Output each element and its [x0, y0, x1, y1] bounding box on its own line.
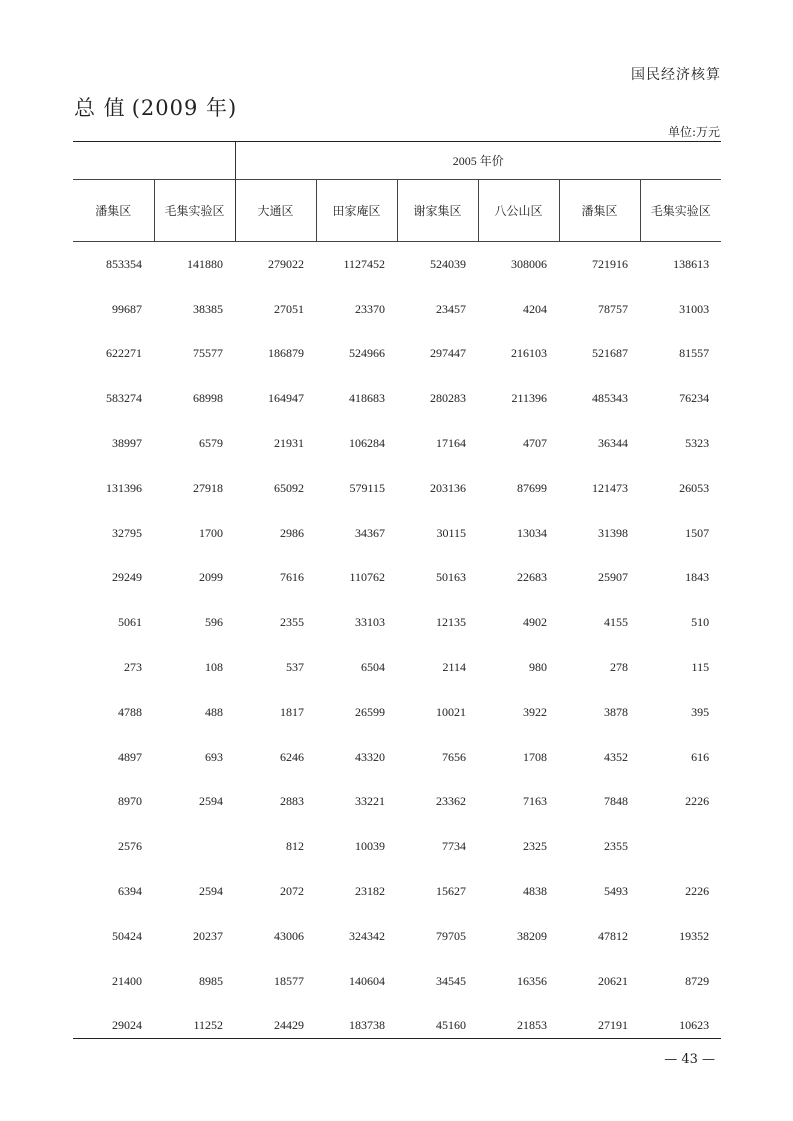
table-cell: 25907: [598, 570, 628, 585]
table-cell: 33221: [355, 794, 385, 809]
table-cell: 7656: [442, 749, 466, 764]
table-cell: 23362: [436, 794, 466, 809]
table-cell: 32795: [112, 525, 142, 540]
table-cell: 4838: [523, 884, 547, 899]
table-cell: 488: [205, 704, 223, 719]
table-cell: 524966: [349, 346, 385, 361]
column-header: 田家庵区: [316, 180, 397, 242]
table-cell: 2986: [280, 525, 304, 540]
table-cell: 15627: [436, 884, 466, 899]
table-cell: 23370: [355, 301, 385, 316]
table-cell: 8985: [199, 973, 223, 988]
table-row: [73, 287, 721, 332]
table-row: [73, 645, 721, 690]
column-header: 毛集实验区: [640, 180, 721, 242]
table-cell: 24429: [274, 1018, 304, 1033]
column-header: 毛集实验区: [154, 180, 235, 242]
table-cell: 2072: [280, 884, 304, 899]
table-cell: 99687: [112, 301, 142, 316]
table-row: [73, 421, 721, 466]
table-cell: 10021: [436, 704, 466, 719]
table-cell: 138613: [673, 256, 710, 271]
table-row: [73, 556, 721, 601]
table-cell: 297447: [430, 346, 466, 361]
table-row: [73, 1004, 721, 1049]
table-cell: 21931: [274, 436, 304, 451]
table-row: [73, 824, 721, 869]
table-cell: 812: [286, 839, 304, 854]
table-body: [73, 242, 721, 1049]
table-cell: 395: [691, 704, 710, 719]
table-cell: 2355: [280, 615, 304, 630]
table-cell: 38209: [517, 928, 547, 943]
column-header: 潘集区: [73, 180, 154, 242]
table-cell: 121473: [592, 480, 628, 495]
table-cell: 31003: [679, 301, 710, 316]
table-cell: 7734: [442, 839, 466, 854]
table-cell: 29024: [112, 1018, 142, 1033]
table-cell: 21853: [517, 1018, 547, 1033]
table-cell: 2226: [685, 794, 710, 809]
table-cell: [154, 824, 235, 869]
table-cell: 524039: [430, 256, 466, 271]
table-cell: 418683: [349, 391, 385, 406]
table-cell: 110762: [349, 570, 385, 585]
table-cell: 34367: [355, 525, 385, 540]
table-cell: 68998: [193, 391, 223, 406]
group-header-empty: [73, 142, 235, 180]
table-row: [73, 959, 721, 1004]
table-cell: 19352: [679, 928, 710, 943]
data-table: [73, 141, 721, 1048]
table-row: [73, 600, 721, 645]
table-cell: 279022: [268, 256, 304, 271]
table-row: [73, 466, 721, 511]
table-cell: 30115: [436, 525, 466, 540]
table-cell: 278: [610, 660, 628, 675]
table-cell: 5493: [604, 884, 628, 899]
table-row: [73, 869, 721, 914]
table-cell: 596: [205, 615, 223, 630]
table-cell: 50163: [436, 570, 466, 585]
table-cell: 1817: [280, 704, 304, 719]
table-row: [73, 332, 721, 377]
table-cell: 1708: [523, 749, 547, 764]
table-cell: 4204: [523, 301, 547, 316]
table-cell: [640, 824, 721, 869]
table-cell: 183738: [349, 1018, 385, 1033]
table-cell: 616: [691, 749, 710, 764]
table-cell: 12135: [436, 615, 466, 630]
table-cell: 131396: [106, 480, 142, 495]
table-cell: 4902: [523, 615, 547, 630]
table-bottom-rule: [73, 1038, 721, 1039]
title-text: 总 值: [74, 96, 126, 120]
table-cell: 510: [691, 615, 710, 630]
table-cell: 22683: [517, 570, 547, 585]
page-title: [74, 92, 237, 122]
table-cell: 87699: [517, 480, 547, 495]
title-year: (2009 年): [131, 96, 238, 120]
group-header-2005-price: 2005 年价: [235, 142, 721, 180]
table-cell: 8970: [118, 794, 142, 809]
table-cell: 23457: [436, 301, 466, 316]
column-header: 大通区: [235, 180, 316, 242]
table-row: [73, 914, 721, 959]
table-cell: 50424: [112, 928, 142, 943]
table-cell: 3878: [604, 704, 628, 719]
table-cell: 1127452: [343, 256, 385, 271]
table-cell: 5061: [118, 615, 142, 630]
table-cell: 45160: [436, 1018, 466, 1033]
table-row: [73, 376, 721, 421]
table-cell: 27918: [193, 480, 223, 495]
table-cell: 26053: [679, 480, 710, 495]
table-cell: 721916: [592, 256, 628, 271]
table-cell: 537: [286, 660, 304, 675]
table-cell: 38997: [112, 436, 142, 451]
table-cell: 4788: [118, 704, 142, 719]
table-cell: 106284: [349, 436, 385, 451]
table-cell: 186879: [268, 346, 304, 361]
table-cell: 4707: [523, 436, 547, 451]
table-cell: 7848: [604, 794, 628, 809]
table-row: [73, 242, 721, 287]
table-cell: 43006: [274, 928, 304, 943]
table-cell: 31398: [598, 525, 628, 540]
table-cell: 29249: [112, 570, 142, 585]
table-cell: 2325: [523, 839, 547, 854]
table-cell: 11252: [193, 1018, 223, 1033]
table-cell: 13034: [517, 525, 547, 540]
table-cell: 75577: [193, 346, 223, 361]
table-cell: 33103: [355, 615, 385, 630]
table-cell: 1507: [685, 525, 710, 540]
table-cell: 203136: [430, 480, 466, 495]
table-cell: 108: [205, 660, 223, 675]
table-cell: 140604: [349, 973, 385, 988]
page-number: — 43 —: [664, 1052, 715, 1067]
table-cell: 8729: [685, 973, 710, 988]
table-cell: 76234: [679, 391, 710, 406]
table-cell: 853354: [106, 256, 142, 271]
table-cell: 4155: [604, 615, 628, 630]
table-cell: 27051: [274, 301, 304, 316]
table-cell: 6579: [199, 436, 223, 451]
table-cell: 2594: [199, 794, 223, 809]
table-row: [73, 780, 721, 825]
table-cell: 26599: [355, 704, 385, 719]
table-cell: 10623: [679, 1018, 710, 1033]
table-cell: 579115: [349, 480, 385, 495]
column-header-row: [73, 180, 721, 242]
table-cell: 622271: [106, 346, 142, 361]
table-cell: 2114: [442, 660, 466, 675]
table-cell: 280283: [430, 391, 466, 406]
table-cell: 6394: [118, 884, 142, 899]
column-header: 八公山区: [478, 180, 559, 242]
table-cell: 47812: [598, 928, 628, 943]
table-cell: 36344: [598, 436, 628, 451]
table-cell: 211396: [511, 391, 547, 406]
table-cell: 216103: [511, 346, 547, 361]
table-cell: 43320: [355, 749, 385, 764]
table-cell: 78757: [598, 301, 628, 316]
table-cell: 65092: [274, 480, 304, 495]
table-cell: 16356: [517, 973, 547, 988]
group-header-row: [73, 142, 721, 180]
table-cell: 23182: [355, 884, 385, 899]
table-cell: 980: [529, 660, 547, 675]
table-cell: 38385: [193, 301, 223, 316]
table-cell: 6504: [361, 660, 385, 675]
table-cell: 693: [205, 749, 223, 764]
table-cell: 2883: [280, 794, 304, 809]
table-row: [73, 690, 721, 735]
table-cell: 308006: [511, 256, 547, 271]
table-cell: 18577: [274, 973, 304, 988]
table-cell: 2099: [199, 570, 223, 585]
table-cell: 485343: [592, 391, 628, 406]
table-cell: 20237: [193, 928, 223, 943]
table-cell: 7163: [523, 794, 547, 809]
table-cell: 5323: [685, 436, 710, 451]
table-cell: 4352: [604, 749, 628, 764]
table-cell: 34545: [436, 973, 466, 988]
table-cell: 79705: [436, 928, 466, 943]
table-cell: 1843: [685, 570, 710, 585]
table-row: [73, 511, 721, 556]
table-cell: 6246: [280, 749, 304, 764]
table-cell: 20621: [598, 973, 628, 988]
table-cell: 324342: [349, 928, 385, 943]
column-header: 谢家集区: [397, 180, 478, 242]
column-header: 潘集区: [559, 180, 640, 242]
table-cell: 2594: [199, 884, 223, 899]
table-cell: 115: [691, 660, 710, 675]
table-cell: 2226: [685, 884, 710, 899]
table-cell: 4897: [118, 749, 142, 764]
table-cell: 2355: [604, 839, 628, 854]
table-cell: 21400: [112, 973, 142, 988]
table-cell: 7616: [280, 570, 304, 585]
table-cell: 81557: [679, 346, 710, 361]
unit-label: 单位:万元: [667, 125, 720, 139]
table-cell: 141880: [187, 256, 223, 271]
section-header: 国民经济核算: [631, 67, 721, 83]
table-row: [73, 735, 721, 780]
table-cell: 27191: [598, 1018, 628, 1033]
table-cell: 17164: [436, 436, 466, 451]
table-cell: 583274: [106, 391, 142, 406]
table-cell: 1700: [199, 525, 223, 540]
table-cell: 3922: [523, 704, 547, 719]
table-cell: 273: [124, 660, 142, 675]
table-cell: 2576: [118, 839, 142, 854]
table-cell: 10039: [355, 839, 385, 854]
table-cell: 521687: [592, 346, 628, 361]
table-cell: 164947: [268, 391, 304, 406]
